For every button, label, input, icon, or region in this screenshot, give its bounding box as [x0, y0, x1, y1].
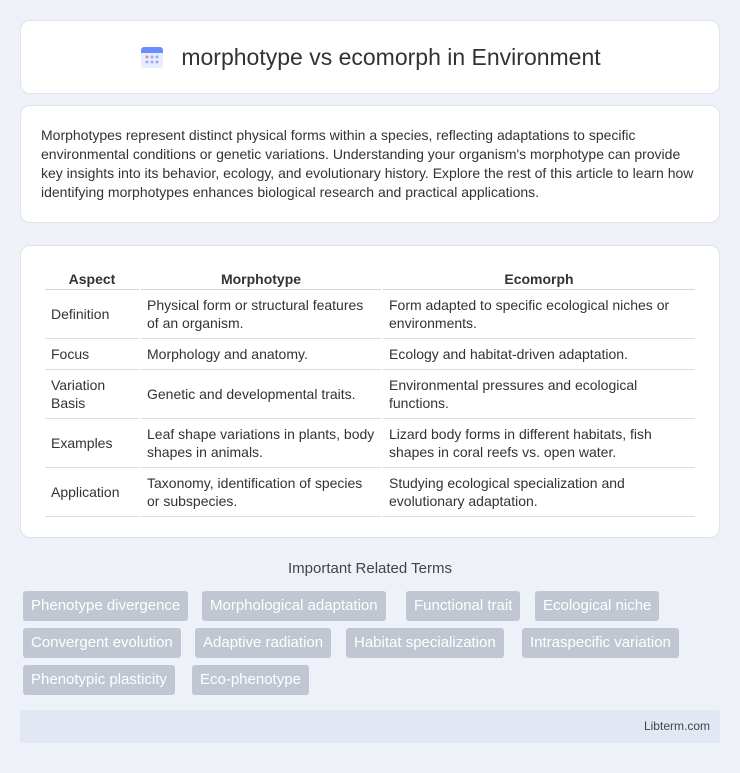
- related-term-tag[interactable]: Functional trait: [406, 591, 520, 621]
- cell-morphotype: Morphology and anatomy.: [141, 339, 381, 370]
- cell-aspect: Variation Basis: [45, 370, 139, 419]
- related-term-tag[interactable]: Eco-phenotype: [192, 665, 309, 695]
- related-term-tag[interactable]: Convergent evolution: [23, 628, 181, 658]
- cell-ecomorph: Form adapted to specific ecological niches or environments.: [383, 290, 695, 339]
- cell-aspect: Examples: [45, 419, 139, 468]
- cell-ecomorph: Environmental pressures and ecological functions.: [383, 370, 695, 419]
- cell-ecomorph: Lizard body forms in different habitats, fish shapes in coral reefs vs. open water.: [383, 419, 695, 468]
- header-morphotype: Morphotype: [141, 266, 381, 290]
- related-term-tag[interactable]: Phenotype divergence: [23, 591, 188, 621]
- cell-morphotype: Taxonomy, identification of species or subspecies.: [141, 468, 381, 517]
- related-term-tag[interactable]: Morphological adaptation: [202, 591, 386, 621]
- cell-aspect: Definition: [45, 290, 139, 339]
- cell-aspect: Application: [45, 468, 139, 517]
- footer-brand-link[interactable]: Libterm.com: [643, 719, 710, 733]
- related-term-tag[interactable]: Phenotypic plasticity: [23, 665, 175, 695]
- page-title: morphotype vs ecomorph in Environment: [181, 43, 601, 70]
- header-ecomorph: Ecomorph: [383, 266, 695, 290]
- related-term-tag[interactable]: Ecological niche: [535, 591, 659, 621]
- calendar-grid-icon: [139, 44, 165, 70]
- related-term-tag[interactable]: Adaptive radiation: [195, 628, 331, 658]
- intro-text: Morphotypes represent distinct physical forms within a species, reflecting adaptations to specific environmental conditions or genetic variations. Understanding your organism's morphotype can provide key insights into its behavior, ecology, and evolutionary history. Explore the rest of this article to learn how identifying morphotypes enhances biological research and practical applications.: [41, 127, 694, 200]
- table-row: [45, 339, 695, 370]
- intro-card: [20, 105, 720, 223]
- cell-ecomorph: Ecology and habitat-driven adaptation.: [383, 339, 695, 370]
- table-header-row: [45, 266, 695, 290]
- header-aspect: Aspect: [45, 266, 139, 290]
- header-card: [20, 20, 720, 94]
- table-row: [45, 468, 695, 517]
- table-row: [45, 370, 695, 419]
- cell-ecomorph: Studying ecological specialization and evolutionary adaptation.: [383, 468, 695, 517]
- cell-morphotype: Genetic and developmental traits.: [141, 370, 381, 419]
- title-wrap: [139, 44, 600, 71]
- table-row: [45, 419, 695, 468]
- comparison-table: [43, 266, 697, 517]
- related-term-tag[interactable]: Habitat specialization: [346, 628, 504, 658]
- footer: [20, 710, 720, 743]
- cell-aspect: Focus: [45, 339, 139, 370]
- table-row: [45, 290, 695, 339]
- related-terms-title: Important Related Terms: [288, 560, 452, 577]
- related-term-tag[interactable]: Intraspecific variation: [522, 628, 679, 658]
- cell-morphotype: Physical form or structural features of an organism.: [141, 290, 381, 339]
- comparison-card: [20, 245, 720, 538]
- cell-morphotype: Leaf shape variations in plants, body shapes in animals.: [141, 419, 381, 468]
